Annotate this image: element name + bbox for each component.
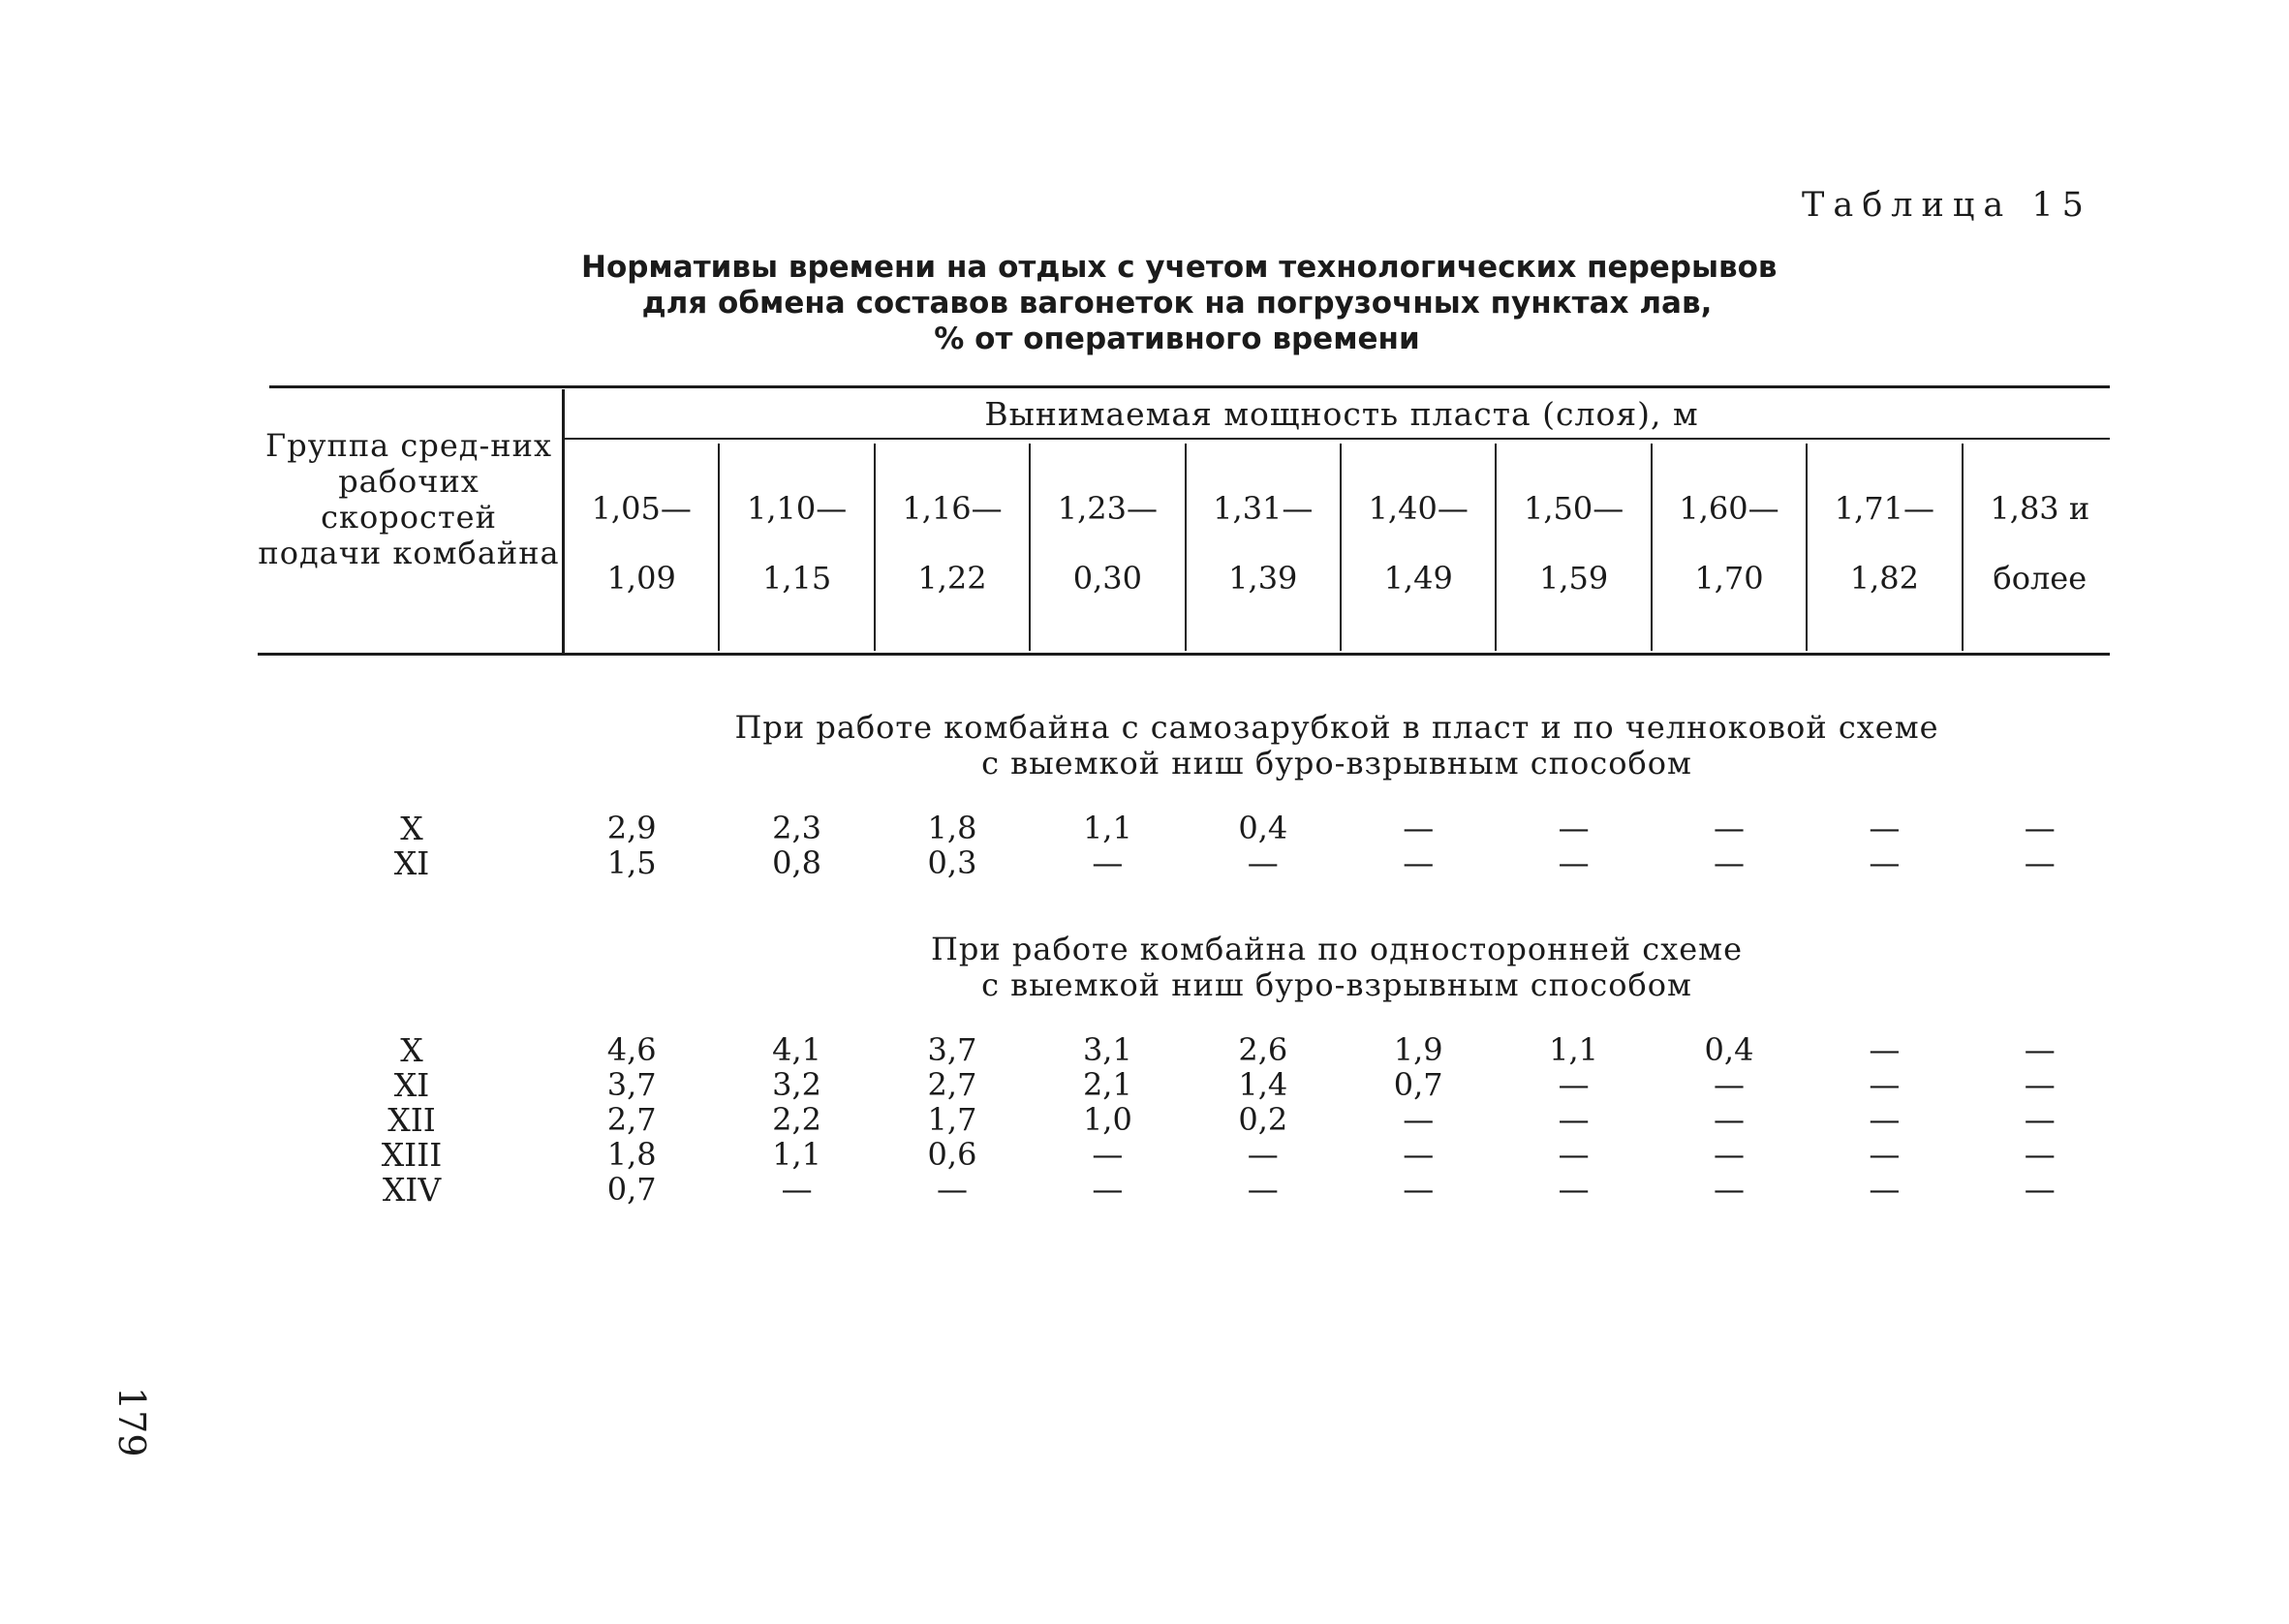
table-cell: — <box>937 1171 968 1208</box>
table-cell: — <box>1714 1066 1745 1103</box>
table-cell: 1,9 <box>1393 1031 1443 1068</box>
table-cell: 0,3 <box>927 844 977 881</box>
title-line: для обмена составов вагонеток на погрузочных пунктах лав, <box>641 286 1713 321</box>
table-cell: — <box>1869 1031 1901 1068</box>
column-header-to: более <box>1993 560 2088 597</box>
section-caption-line: При работе комбайна с самозарубкой в пласт и по челноковой схеме <box>734 709 1939 746</box>
table-cell: 0,6 <box>927 1136 977 1173</box>
table-cell: 1,1 <box>772 1136 822 1173</box>
table-cell: 1,8 <box>927 810 977 846</box>
header-sub-rule <box>564 438 2110 440</box>
column-divider <box>1340 444 1342 651</box>
table-cell: — <box>1869 1101 1901 1138</box>
title-line: % от оперативного времени <box>934 322 1420 356</box>
table-top-rule <box>269 385 2110 388</box>
column-divider <box>1029 444 1031 651</box>
row-header: Группа сред-них рабочих скоростей подачи комбайна <box>258 427 560 571</box>
table-label: Таблица 15 <box>1802 186 2092 225</box>
table-cell: 0,4 <box>1238 810 1288 846</box>
table-cell: 2,7 <box>606 1101 657 1138</box>
column-super-header: Вынимаемая мощность пласта (слоя), м <box>984 395 1699 433</box>
table-cell: — <box>1558 810 1590 846</box>
column-divider <box>1651 444 1653 651</box>
table-cell: — <box>1869 810 1901 846</box>
table-cell: — <box>2024 1066 2056 1103</box>
table-cell: — <box>1247 1171 1279 1208</box>
column-divider <box>874 444 876 651</box>
column-header-from: 1,83 и <box>1990 490 2090 527</box>
column-header-to: 1,59 <box>1538 560 1609 597</box>
table-cell: — <box>1869 1066 1901 1103</box>
column-header-from: 1,16— <box>902 490 1003 527</box>
table-cell: 1,7 <box>927 1101 977 1138</box>
table-cell: — <box>1247 844 1279 881</box>
table-cell: — <box>1403 1136 1435 1173</box>
table-title <box>581 250 1778 357</box>
column-header-to: 1,82 <box>1849 560 1919 597</box>
table-cell: 1,8 <box>606 1136 657 1173</box>
table-cell: — <box>1247 1136 1279 1173</box>
table-cell: 1,0 <box>1082 1101 1132 1138</box>
section-caption-line: с выемкой ниш буро-взрывным способом <box>981 745 1692 781</box>
column-header-from: 1,23— <box>1057 490 1158 527</box>
table-cell: 4,1 <box>772 1031 822 1068</box>
table-cell: — <box>2024 1101 2056 1138</box>
table-cell: 0,7 <box>606 1171 657 1208</box>
table-cell: — <box>1558 1171 1590 1208</box>
table-header-bottom-rule <box>258 653 2110 656</box>
table-cell: 2,9 <box>606 810 657 846</box>
table-cell: — <box>1714 844 1745 881</box>
row-group-label: XI <box>393 1066 430 1104</box>
table-cell: — <box>1714 1101 1745 1138</box>
table-cell: 2,7 <box>927 1066 977 1103</box>
table-cell: 0,4 <box>1704 1031 1754 1068</box>
column-divider <box>1962 444 1964 651</box>
table-cell: — <box>2024 844 2056 881</box>
table-cell: — <box>1558 1066 1590 1103</box>
column-header-from: 1,10— <box>746 490 848 527</box>
column-divider <box>1185 444 1187 651</box>
table-cell: — <box>1869 844 1901 881</box>
table-cell: 0,8 <box>772 844 822 881</box>
table-cell: 3,1 <box>1082 1031 1132 1068</box>
section-caption-line: с выемкой ниш буро-взрывным способом <box>981 966 1692 1003</box>
table-cell: — <box>1558 1101 1590 1138</box>
table-cell: — <box>1092 1171 1124 1208</box>
column-header-from: 1,60— <box>1679 490 1779 527</box>
table-cell: 0,7 <box>1393 1066 1443 1103</box>
table-cell: 1,1 <box>1549 1031 1599 1068</box>
table-cell: — <box>1869 1171 1901 1208</box>
table-cell: 2,3 <box>772 810 822 846</box>
column-divider <box>718 444 720 651</box>
table-cell: 1,1 <box>1082 810 1132 846</box>
row-group-label: XIII <box>381 1136 443 1174</box>
table-cell: — <box>2024 1136 2056 1173</box>
table-cell: — <box>2024 810 2056 846</box>
row-group-label: XIV <box>382 1171 442 1209</box>
column-header-from: 1,50— <box>1523 490 1624 527</box>
table-cell: 0,2 <box>1238 1101 1288 1138</box>
table-cell: 3,2 <box>772 1066 822 1103</box>
section-caption <box>562 710 2112 781</box>
table-cell: 1,4 <box>1238 1066 1288 1103</box>
table-cell: — <box>1403 810 1435 846</box>
table-cell: — <box>2024 1031 2056 1068</box>
column-header-to: 1,49 <box>1383 560 1453 597</box>
table-cell: — <box>781 1171 813 1208</box>
section-caption <box>562 932 2112 1003</box>
table-cell: 2,2 <box>772 1101 822 1138</box>
table-cell: — <box>1558 844 1590 881</box>
table-cell: — <box>2024 1171 2056 1208</box>
column-divider <box>1806 444 1808 651</box>
table-cell: — <box>1092 844 1124 881</box>
table-cell: 2,1 <box>1082 1066 1132 1103</box>
table-cell: — <box>1714 1171 1745 1208</box>
row-group-label: X <box>400 810 423 847</box>
table-cell: — <box>1558 1136 1590 1173</box>
column-header-from: 1,05— <box>591 490 692 527</box>
table-cell: — <box>1403 1171 1435 1208</box>
title-line: Нормативы времени на отдых с учетом технологических перерывов <box>581 250 1778 285</box>
table-cell: 4,6 <box>606 1031 657 1068</box>
column-header-from: 1,40— <box>1368 490 1469 527</box>
table-cell: 3,7 <box>927 1031 977 1068</box>
column-header-to: 0,30 <box>1072 560 1142 597</box>
table-cell: 2,6 <box>1238 1031 1288 1068</box>
column-header-to: 1,15 <box>761 560 832 597</box>
section-caption-line: При работе комбайна по односторонней схеме <box>931 931 1743 967</box>
page-number: 179 <box>110 1387 153 1457</box>
column-header-from: 1,71— <box>1834 490 1934 527</box>
column-header-from: 1,31— <box>1213 490 1314 527</box>
table-cell: — <box>1092 1136 1124 1173</box>
table-cell: — <box>1869 1136 1901 1173</box>
table-cell: — <box>1714 1136 1745 1173</box>
row-group-label: XII <box>387 1101 436 1139</box>
table-cell: — <box>1714 810 1745 846</box>
column-header-to: 1,39 <box>1228 560 1298 597</box>
row-group-label: XI <box>393 844 430 882</box>
column-header-to: 1,09 <box>606 560 676 597</box>
table-cell: 3,7 <box>606 1066 657 1103</box>
row-group-label: X <box>400 1031 423 1069</box>
column-header-to: 1,22 <box>917 560 987 597</box>
table-cell: — <box>1403 1101 1435 1138</box>
column-header-to: 1,70 <box>1694 560 1764 597</box>
column-divider <box>1495 444 1497 651</box>
table-cell: — <box>1403 844 1435 881</box>
table-cell: 1,5 <box>606 844 657 881</box>
